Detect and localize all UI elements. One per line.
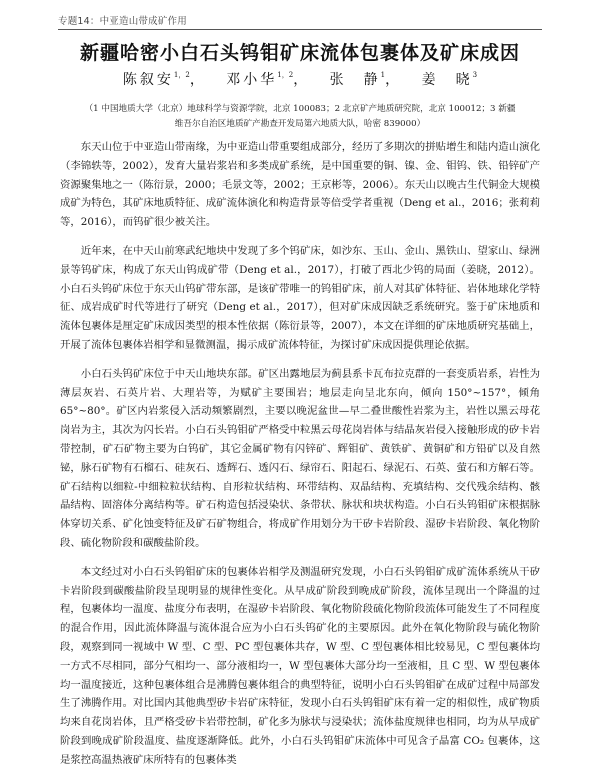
author-name: 姜 晓 <box>421 72 473 88</box>
affiliation-line: 维吾尔自治区地质矿产勘查开发局第六地质大队，哈密 839000） <box>174 119 426 129</box>
author <box>422 72 477 88</box>
paragraph-results: 本文经过对小白石头钨钼矿床的包裹体岩相学及测温研究发现，小白石头钨钼矿成矿流体系统从干矽卡岩阶段到碳酸盐阶段呈现明显的规律性变化。从早成矿阶段到晚成矿阶段，流体呈现出一个降温的过程，包裹体均一温度、盐度分布表明，在湿矽卡岩阶段、氧化物阶段硫化物阶段流体可能发生了不同程度的混合作用，因此流体降温与流体混合应为小白石头钨矿化的主要原因。此外在氧化物阶段与硫化物阶段，观察到同一视域中 W 型、C 型、PC 型包裹体共存，W 型、C 型包裹体相比较易见，C 型包裹体均一方式不尽相同，部分气相均一、部分液相均一，W 型包裹体大部分均一至液相，且 C 型、W 型包裹体均一温度接近，这种包裹体组合是沸腾包裹体组合的典型特征，说明小白石头钨钼矿在成矿过程中局部发生了沸腾作用。对比国内其他典型矽卡岩矿床特征，发现小白石头钨钼矿床有着一定的相似性，成矿物质均来自花岗岩体，且严格受矽卡岩带控制，矿化多为脉状与浸染状；流体盐度规律也相同，均为从早成矿阶段到晚成矿阶段温度、盐度逐渐降低。此外，小白石头钨钼矿床流体中可见含子晶富 CO₂ 包裹体，这是浆控高温热液矿床所特有的包裹体类 <box>60 565 540 766</box>
affiliations <box>80 102 520 132</box>
author: 邓小华$^{1,2}$， <box>226 71 311 88</box>
author-affiliation-mark: 3 <box>472 71 478 79</box>
author-affiliation-mark: 1 <box>380 71 386 79</box>
paragraph-intro: 东天山位于中亚造山带南缘，为中亚造山带重要组成部分，经历了多期次的拼贴增生和陆内造山演化（李锦轶等，2002），发育大量岩浆岩和多类成矿系统，是中国重要的铜、镍、金、钼钨、铁、铅锌矿产资源聚集地之一（陈衍景，2000；毛景文等，2002；王京彬等，2006）。东天山以晚古生代铜金大规模成矿为特色，其矿床地质特征、成矿流体演化和构造背景等倍受学者重视（Deng et al.，2016；张莉莉等，2016），而钨矿很少被关注。 <box>60 141 540 229</box>
author-affiliation-mark: 1，2 <box>277 71 294 79</box>
body-text <box>60 138 540 780</box>
paragraph-geology: 小白石头钨矿床位于中天山地块东部。矿区出露地层为蓟县系卡瓦布拉克群的一套变质岩系，岩性为薄层灰岩、石英片岩、大理岩等，为赋矿主要围岩；地层走向呈北东向，倾向 150°~157°，倾角 65°~80°。矿区内岩浆侵入活动频繁剧烈，主要以晚泥盆世—早二叠世酸性岩浆为主，岩性以黑云母花岗岩为主，其次为闪长岩。小白石头钨钼矿严格受中粒黑云母花岗岩体与结晶灰岩侵入接触形成的矽卡岩带控制，矿石矿物主要为白钨矿，其它金属矿物有闪锌矿、辉钼矿、黄铁矿、黄铜矿和方铅矿以及自然铋，脉石矿物有石榴石、硅灰石、透辉石、透闪石、绿帘石、阳起石、绿泥石、石英、萤石和方解石等。矿石结构以细粒-中细粒粒状结构、自形粒状结构、环带结构、双晶结构、充填结构、交代残余结构、骸晶结构、固溶体分离结构等。矿石构造包括浸染状、条带状、脉状和块状构造。小白石头钨钼矿床根据脉体穿切关系、矿化蚀变特征及矿石矿物组合，将成矿作用划分为干矽卡岩阶段、湿矽卡岩阶段、氧化物阶段、硫化物阶段和碳酸盐阶段。 <box>60 367 540 549</box>
author: 陈叙安$^{1,2}$， <box>122 71 207 88</box>
author-name: 陈叙安 <box>122 72 174 88</box>
author: 张 静$^1$， <box>329 71 403 88</box>
affiliation-line: （1 中国地质大学（北京）地球科学与资源学院，北京 100083；2 北京矿产地质研究院，北京 100012；3 新疆 <box>84 104 516 114</box>
author-list <box>40 69 560 89</box>
running-head <box>58 13 542 30</box>
running-head-text: 专题14：中亚造山带成矿作用 <box>58 16 187 27</box>
author-name: 邓小华 <box>226 72 278 88</box>
paragraph-background: 近年来，在中天山前寒武纪地块中发现了多个钨矿床，如沙东、玉山、金山、黑铁山、望家山、绿洲景等钨矿床，构成了东天山钨成矿带（Deng et al.，2017），打破了西北少钨的局面（姜晓，2012）。小白石头钨矿床位于东天山钨矿带东部，是该矿带唯一的钨钼矿床，前人对其矿体特征、岩体地球化学特征、成岩成矿时代等进行了研究（Deng et al.，2017），但对矿床成因缺乏系统研究。鉴于矿床地质和流体包裹体是厘定矿床成因类型的根本性依据（陈衍景等，2007），本文在详细的矿床地质研究基础上，开展了流体包裹体岩相学和显微测温，揭示成矿流体特征，为探讨矿床成因提供理论依据。 <box>60 244 540 351</box>
author-affiliation-mark: 1，2 <box>173 71 190 79</box>
author-name: 张 静 <box>329 72 381 88</box>
paper-title: 新疆哈密小白石头钨钼矿床流体包裹体及矿床成因 <box>79 42 520 64</box>
